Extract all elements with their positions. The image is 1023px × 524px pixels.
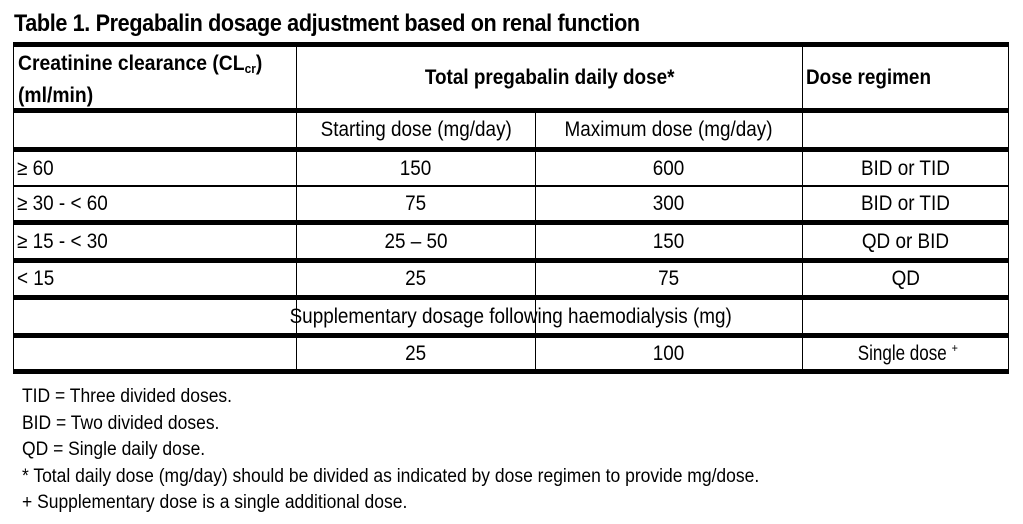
subheader-starting-dose: Starting dose (mg/day)	[320, 118, 512, 141]
row-dose-regimen: QD	[891, 267, 920, 290]
header-col1-unit: (ml/min)	[18, 84, 94, 107]
supplementary-starting-dose: 25	[405, 341, 427, 365]
row-maximum-dose: 300	[653, 191, 685, 215]
row-maximum-dose: 150	[653, 229, 685, 253]
footnote: + Supplementary dose is a single additional dose.	[22, 492, 408, 513]
row-maximum-dose: 75	[658, 267, 680, 290]
subheader-maximum-dose: Maximum dose (mg/day)	[565, 118, 773, 141]
footnote: * Total daily dose (mg/day) should be divided as indicated by dose regimen to provide mg/dose.	[22, 465, 760, 487]
header-dose-regimen: Dose regimen	[806, 65, 932, 89]
row-starting-dose: 75	[405, 191, 427, 215]
row-dose-regimen: QD or BID	[861, 229, 950, 253]
table-title: Table 1. Pregabalin dosage adjustment based on renal function	[14, 10, 640, 37]
supplementary-maximum-dose: 100	[653, 341, 685, 365]
row-dose-regimen: BID or TID	[861, 191, 950, 215]
dosage-table	[13, 42, 1009, 374]
table-right-border	[1008, 42, 1009, 374]
header-col1-subscript: cr	[244, 61, 256, 76]
header-total-daily-dose: Total pregabalin daily dose*	[424, 65, 675, 89]
row-clearance: ≥ 30 - < 60	[17, 191, 108, 215]
row-clearance: < 15	[17, 267, 55, 290]
row-starting-dose: 25 – 50	[384, 229, 448, 253]
row-starting-dose: 150	[400, 156, 432, 180]
supplementary-label: Supplementary dosage following haemodialysis (mg)	[289, 304, 733, 328]
header-creatinine-clearance	[18, 50, 280, 109]
supplementary-regimen-mark: +	[951, 341, 959, 355]
supplementary-regimen-text: Single dose	[857, 342, 947, 365]
row-clearance: ≥ 60	[17, 156, 54, 180]
supplementary-dose-regimen	[803, 338, 1008, 369]
header-col1-close: )	[255, 52, 263, 75]
table-bottom-border	[13, 369, 1009, 374]
row-dose-regimen: BID or TID	[861, 156, 950, 180]
row-starting-dose: 25	[405, 267, 427, 290]
row-maximum-dose: 600	[653, 156, 685, 180]
row-clearance: ≥ 15 - < 30	[17, 229, 108, 253]
footnote: BID = Two divided doses.	[22, 412, 220, 434]
footnote: QD = Single daily dose.	[22, 439, 206, 460]
footnote: TID = Three divided doses.	[22, 386, 233, 407]
header-col1-text: Creatinine clearance (CL	[18, 52, 245, 75]
table-footnotes	[22, 384, 823, 517]
